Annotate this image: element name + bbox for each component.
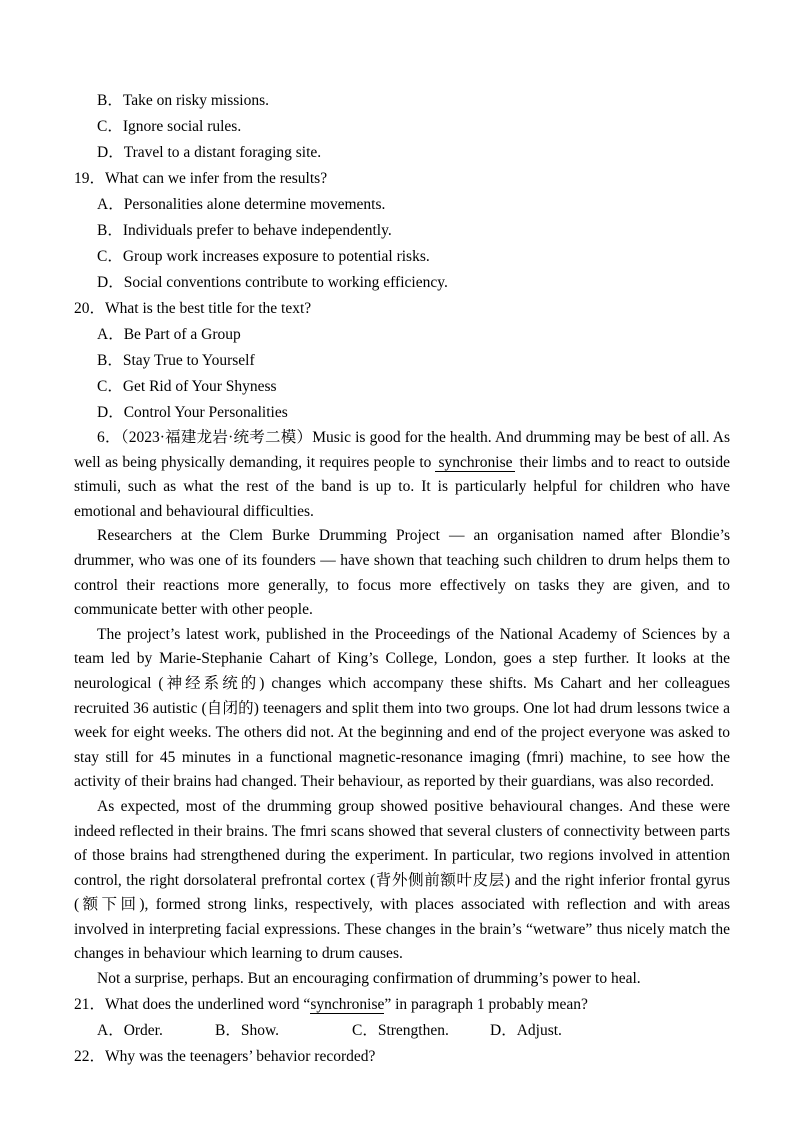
q20-option-a: A．Be Part of a Group bbox=[97, 326, 241, 343]
q21-option-b: B．Show. bbox=[215, 1021, 280, 1039]
q21-options-row bbox=[74, 1018, 730, 1044]
q18-option-b: B．Take on risky missions. bbox=[97, 92, 269, 109]
passage-paragraph-2: Researchers at the Clem Burke Drumming Project — an organisation named after Blondie’s drummer, who was one of its founders — have shown that teaching such children to drum helps them to control their reactions more generally, to focus more effectively on tasks they are given, and to communicate better with other people. bbox=[74, 527, 730, 619]
passage-paragraph-4: As expected, most of the drumming group showed positive behavioural changes. And these were indeed reflected in their brains. The fmri scans showed that several clusters of connectivity between parts of those brains had strengthened during the experiment. In particular, two regions involved in attention control, the right dorsolateral prefrontal cortex (背外侧前额叶皮层) and the right inferior frontal gyrus (额下回), formed strong links, respectively, with places associated with reflection and with areas involved in interpreting facial expressions. These changes in the brain’s “wetware” thus nicely match the changes in behaviour which learning to drum causes. bbox=[74, 797, 730, 963]
q18-option-d: D．Travel to a distant foraging site. bbox=[97, 144, 322, 161]
q19-option-c: C．Group work increases exposure to potential risks. bbox=[97, 248, 430, 265]
passage-paragraph-1 bbox=[74, 426, 730, 524]
q21-underlined-word: synchronise bbox=[310, 995, 385, 1013]
q21-option-d: D．Adjust. bbox=[490, 1021, 562, 1039]
q22-stem: 22．Why was the teenagers’ behavior recorded? bbox=[74, 1047, 376, 1065]
q21-stem-post: ” in paragraph 1 probably mean? bbox=[384, 995, 588, 1013]
q19-stem: 19．What can we infer from the results? bbox=[74, 170, 328, 187]
paragraph-1-text-post: their limbs and to react to outside stimuli, such as what the rest of the band is up to. It is particularly helpful for children who have emotional and behavioural difficulties. bbox=[74, 453, 730, 520]
q19-option-b: B．Individuals prefer to behave independently. bbox=[97, 222, 392, 239]
q20-option-d: D．Control Your Personalities bbox=[97, 404, 288, 421]
underlined-word-synchronise: synchronise bbox=[435, 454, 515, 472]
passage-paragraph-3: The project’s latest work, published in the Proceedings of the National Academy of Sciences by a team led by Marie-Stephanie Cahart of King’s College, London, goes a step further. It looks at the neurological (神经系统的) changes which accompany these shifts. Ms Cahart and her colleagues recruited 36 autistic (自闭的) teenagers and split them into two groups. One lot had drum lessons twice a week for eight weeks. The others did not. At the beginning and end of the project everyone was asked to stay still for 45 minutes in a functional magnetic-resonance imaging (fmri) machine, to see how the activity of their brains had changed. Their behaviour, as reported by their guardians, was also recorded. bbox=[74, 625, 730, 791]
q19-option-d: D．Social conventions contribute to working efficiency. bbox=[97, 274, 448, 291]
q20-option-c: C．Get Rid of Your Shyness bbox=[97, 378, 277, 395]
q19-option-a: A．Personalities alone determine movements. bbox=[97, 196, 386, 213]
q21-stem bbox=[74, 992, 730, 1018]
q21-option-a: A．Order. bbox=[97, 1021, 163, 1039]
q18-option-c: C．Ignore social rules. bbox=[97, 118, 242, 135]
q20-stem: 20．What is the best title for the text? bbox=[74, 300, 312, 317]
passage-paragraph-5: Not a surprise, perhaps. But an encouraging confirmation of drumming’s power to heal. bbox=[97, 970, 641, 988]
q21-option-c: C．Strengthen. bbox=[352, 1021, 449, 1039]
paragraph-1-text-pre: 6．（2023·福建龙岩·统考二模）Music is good for the health. And drumming may be best of all. As well as being physically demanding, it requires people to bbox=[74, 429, 730, 471]
q20-option-b: B．Stay True to Yourself bbox=[97, 352, 255, 369]
q21-stem-pre: 21．What does the underlined word “ bbox=[74, 995, 311, 1013]
